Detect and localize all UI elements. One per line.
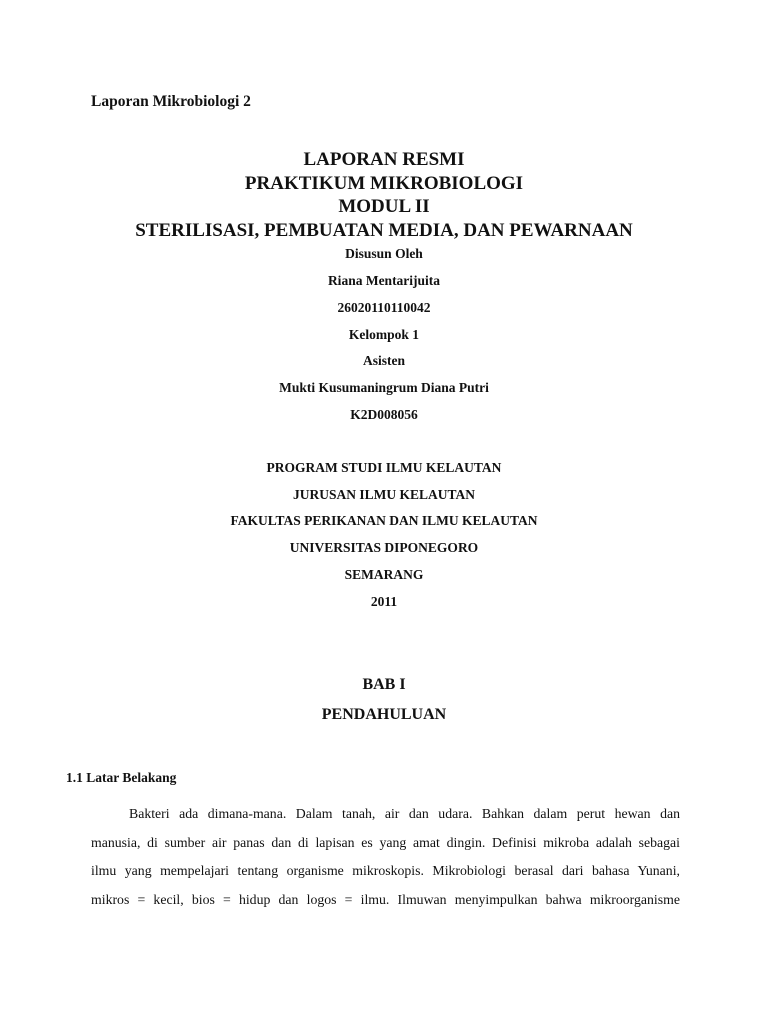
prepared-by-label: Disusun Oleh [345,246,423,261]
running-header: Laporan Mikrobiologi 2 [91,93,251,110]
title-line-4: STERILISASI, PEMBUATAN MEDIA, DAN PEWARNAAN [135,219,633,241]
assistant-name: Mukti Kusumaningrum Diana Putri [279,380,489,395]
group-label: Kelompok 1 [348,327,420,342]
chapter-title: PENDAHULUAN [321,706,447,723]
university: UNIVERSITAS DIPONEGORO [289,540,479,555]
paragraph-line: Bakteri ada dimana-mana. Dalam tanah, air dan udara. Bahkan dalam perut hewan dan [129,806,680,821]
assistant-label: Asisten [362,353,405,368]
paragraph-line: ilmu yang mempelajari tentang organisme mikroskopis. Mikrobiologi berasal dari bahasa Yunani, [91,863,680,879]
report-title [0,148,768,242]
section-heading: 1.1 Latar Belakang [66,770,177,785]
chapter-number: BAB I [362,676,406,693]
year: 2011 [370,594,398,609]
study-program: PROGRAM STUDI ILMU KELAUTAN [266,460,502,475]
department: JURUSAN ILMU KELAUTAN [292,487,475,502]
author-name: Riana Mentarijuita [327,273,441,288]
student-id: 26020110110042 [337,300,431,315]
paragraph-line: mikros = kecil, bios = hidup dan logos = ilmu. Ilmuwan menyimpulkan bahwa mikroorganisme [91,891,680,907]
title-line-3: MODUL II [338,196,430,217]
title-line-1: LAPORAN RESMI [303,149,465,170]
title-line-2: PRAKTIKUM MIKROBIOLOGI [244,172,524,194]
body-paragraph [91,800,680,914]
paragraph-line: manusia, di sumber air panas dan di lapisan es yang amat dingin. Definisi mikroba adalah sebagai [91,834,680,850]
city: SEMARANG [344,567,424,582]
assistant-id: K2D008056 [350,407,418,422]
faculty: FAKULTAS PERIKANAN DAN ILMU KELAUTAN [230,513,538,528]
